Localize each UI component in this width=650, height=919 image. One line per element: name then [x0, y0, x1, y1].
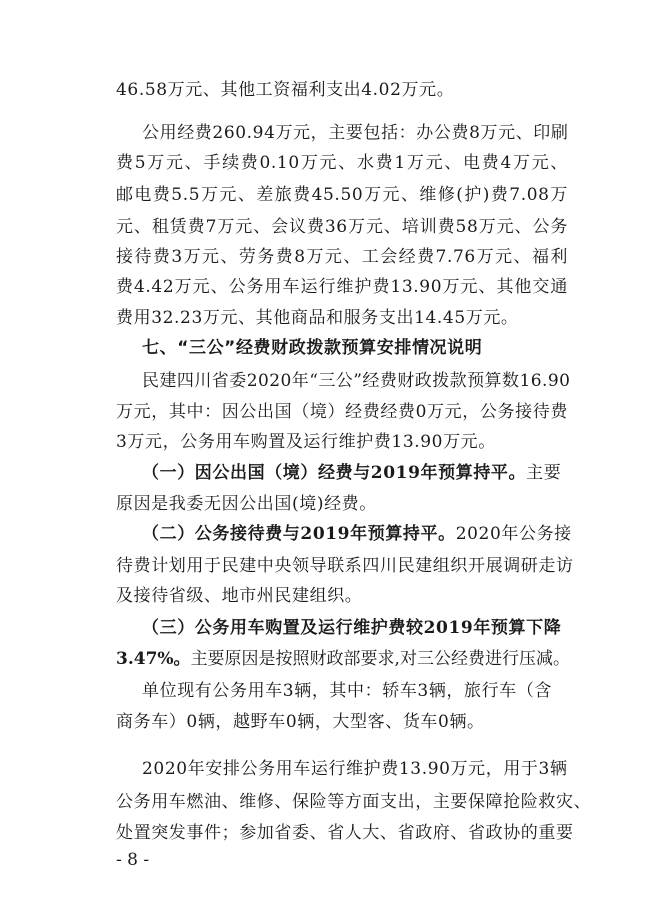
item-2-text: 2020年公务接	[455, 524, 572, 544]
text-line: 邮电费5.5万元、差旅费45.50万元、维修(护)费7.08万	[116, 185, 568, 205]
item-3-line	[116, 647, 570, 671]
item-1-title: （一）因公出国（境）经费与2019年预算持平。	[142, 463, 527, 483]
text-line: 元、租赁费7万元、会议费36万元、培训费58万元、公务	[116, 217, 568, 237]
text-line: 公用经费260.94万元，主要包括：办公费8万元、印刷	[142, 123, 569, 143]
section-heading: 七、“三公”经费财政拨款预算安排情况说明	[142, 338, 483, 358]
text-line: 民建四川省委2020年“三公”经费财政拨款预算数16.90	[142, 371, 571, 391]
text-line: 万元，其中：因公出国（境）经费经费0万元，公务接待费	[116, 402, 568, 422]
item-1-text: 主要	[526, 463, 562, 483]
item-2-line	[142, 522, 572, 546]
page-number: - 8 -	[116, 850, 150, 870]
text-line: 原因是我委无因公出国(境)经费。	[116, 494, 377, 514]
text-line: 及接待省级、地市州民建组织。	[116, 586, 363, 606]
item-1-line	[142, 461, 561, 485]
item-2-title: （二）公务接待费与2019年预算持平。	[142, 524, 456, 544]
text-line: 46.58万元、其他工资福利支出4.02万元。	[116, 80, 455, 100]
text-line: 费5万元、手续费0.10万元、水费1万元、电费4万元、	[116, 153, 568, 173]
text-line: 处置突发事件；参加省委、省人大、省政府、省政协的重要	[116, 823, 574, 843]
text-line: 接待费3万元、劳务费8万元、工会经费7.76万元、福利	[116, 247, 568, 267]
text-line: 费4.42万元、公务用车运行维护费13.90万元、其他交通	[116, 277, 568, 297]
text-line: 商务车）0辆，越野车0辆，大型客、货车0辆。	[116, 712, 485, 732]
text-line: 公务用车燃油、维修、保险等方面支出，主要保障抢险救灾、	[116, 792, 592, 812]
item-3-title: （三）公务用车购置及运行维护费较2019年预算下降	[142, 618, 562, 638]
item-3-percent: 3.47%。	[116, 649, 191, 669]
text-line: 2020年安排公务用车运行维护费13.90万元，用于3辆	[142, 759, 568, 779]
text-line: 3万元，公务用车购置及运行维护费13.90万元。	[116, 432, 496, 452]
text-line: 单位现有公务用车3辆，其中：轿车3辆，旅行车（含	[142, 681, 553, 701]
text-line: 待费计划用于民建中央领导联系四川民建组织开展调研走访	[116, 556, 574, 576]
text-line: 费用32.23万元、其他商品和服务支出14.45万元。	[116, 308, 519, 328]
item-3-text: 主要原因是按照财政部要求,对三公经费进行压减。	[190, 649, 570, 669]
